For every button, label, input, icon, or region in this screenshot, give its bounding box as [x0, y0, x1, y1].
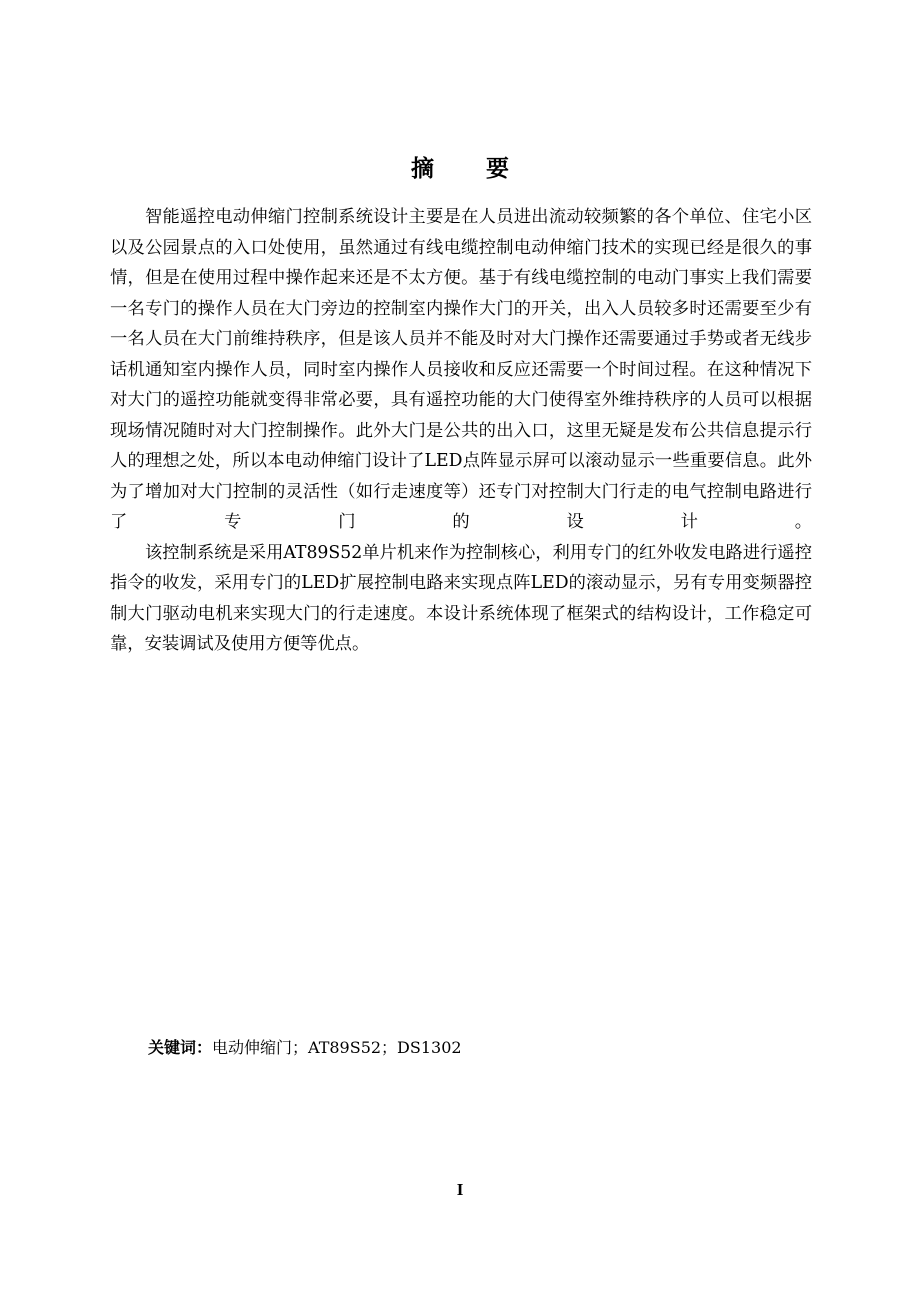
abstract-body [110, 202, 812, 660]
page-number: I [456, 1180, 464, 1199]
keywords-value: 电动伸缩门；AT89S52；DS1302 [212, 1038, 462, 1057]
abstract-title: 摘 要 [410, 155, 531, 182]
abstract-paragraph-1: 智能遥控电动伸缩门控制系统设计主要是在人员进出流动较频繁的各个单位、住宅小区以及公园景点的入口处使用，虽然通过有线电缆控制电动伸缩门技术的实现已经是很久的事情，但是在使用过程中操作起来还是不太方便。基于有线电缆控制的电动门事实上我们需要一名专门的操作人员在大门旁边的控制室内操作大门的开关，出入人员较多时还需要至少有一名人员在大门前维持秩序，但是该人员并不能及时对大门操作还需要通过手势或者无线步话机通知室内操作人员，同时室内操作人员接收和反应还需要一个时间过程。在这种情况下对大门的遥控功能就变得非常必要，具有遥控功能的大门使得室外维持秩序的人员可以根据现场情况随时对大门控制操作。此外大门是公共的出入口，这里无疑是发布公共信息提示行人的理想之处，所以本电动伸缩门设计了LED点阵显示屏可以滚动显示一些重要信息。此外为了增加对大门控制的灵活性（如行走速度等）还专门对控制大门行走的电气控制电路进行了专门的设计。 [110, 207, 812, 532]
keywords-line [148, 1036, 462, 1060]
keywords-label: 关键词： [148, 1038, 213, 1057]
abstract-paragraph-2: 该控制系统是采用AT89S52单片机来作为控制核心，利用专门的红外收发电路进行遥控指令的收发，采用专门的LED扩展控制电路来实现点阵LED的滚动显示，另有专用变频器控制大门驱动电机来实现大门的行走速度。本设计系统体现了框架式的结构设计，工作稳定可靠，安装调试及使用方便等优点。 [110, 542, 812, 654]
